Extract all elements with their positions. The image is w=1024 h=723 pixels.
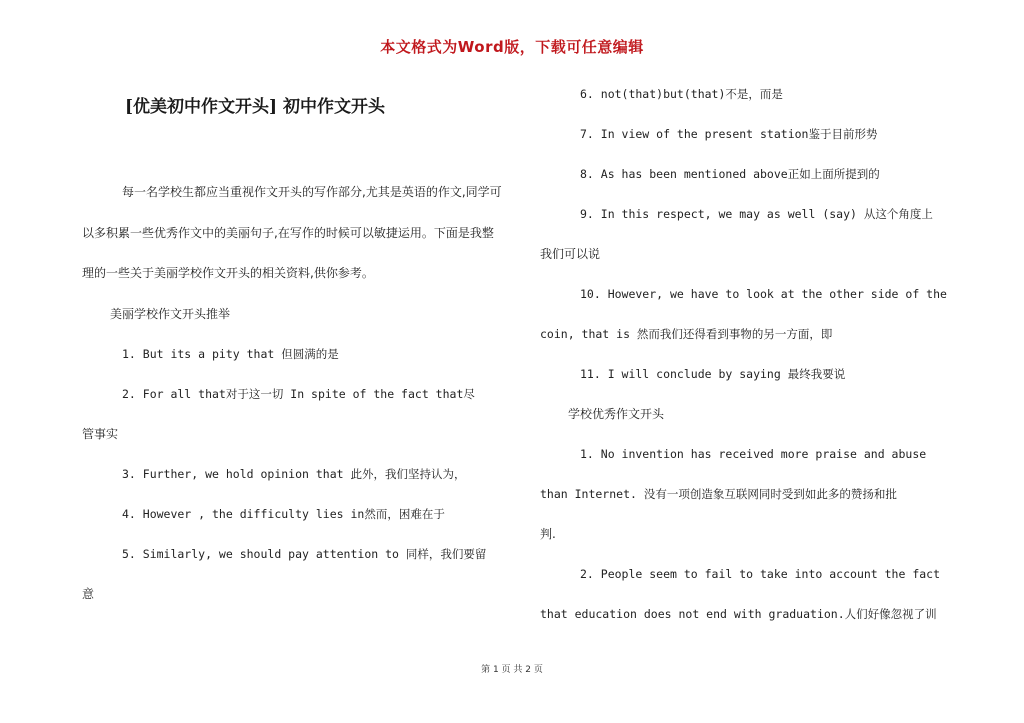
left-column (82, 172, 502, 614)
document-title: [优美初中作文开头] 初中作文开头 (125, 97, 386, 117)
list-item: 8. As has been mentioned above正如上面所提到的 (580, 167, 880, 181)
list-item: 7. In view of the present station鉴于目前形势 (580, 127, 878, 141)
list-item-continuation: than Internet. 没有一项创造象互联网同时受到如此多的赞扬和批 (540, 487, 897, 501)
edit-notice-banner: 本文格式为Word版，下载可任意编辑 (380, 38, 644, 56)
list-item: 1. But its a pity that 但圆满的是 (122, 346, 339, 361)
list-item-continuation: 判. (540, 527, 556, 541)
list-item-continuation: 管事实 (82, 426, 119, 441)
list-item: 5. Similarly, we should pay attention to 同样，我们要留 (122, 546, 487, 561)
list-item-continuation: 意 (82, 586, 95, 601)
page-number: 第 1 页 共 2 页 (481, 665, 543, 675)
list-item: 10. However, we have to look at the other side of the (580, 287, 947, 301)
right-column (540, 74, 952, 634)
list-item-continuation: 我们可以说 (540, 247, 601, 261)
intro-paragraph: 每一名学校生都应当重视作文开头的写作部分,尤其是英语的作文,同学可以多积累一些优秀作文中的美丽句子,在写作的时候可以敏捷运用。下面是我整理的一些关于美丽学校作文开头的相关资料,供你参考。 (82, 185, 502, 280)
list-item: 4. However , the difficulty lies in然而，困难在于 (122, 506, 445, 521)
list-item: 1. No invention has received more praise and abuse (580, 447, 927, 461)
list-item: 3. Further, we hold opinion that 此外，我们坚持认为， (122, 466, 466, 481)
list-item: 9. In this respect, we may as well (say) 从这个角度上 (580, 207, 933, 221)
list-item: 2. People seem to fail to take into account the fact (580, 567, 941, 581)
list-item: 11. I will conclude by saying 最终我要说 (580, 367, 846, 381)
list-item-continuation: coin, that is 然而我们还得看到事物的另一方面，即 (540, 327, 833, 341)
section-heading: 学校优秀作文开头 (568, 407, 665, 421)
list-item-continuation: that education does not end with graduation.人们好像忽视了训 (540, 607, 937, 621)
section-heading: 美丽学校作文开头推举 (110, 306, 231, 321)
list-item: 6. not(that)but(that)不是，而是 (580, 87, 783, 101)
list-item: 2. For all that对于这一切 In spite of the fact that尽 (122, 386, 475, 401)
